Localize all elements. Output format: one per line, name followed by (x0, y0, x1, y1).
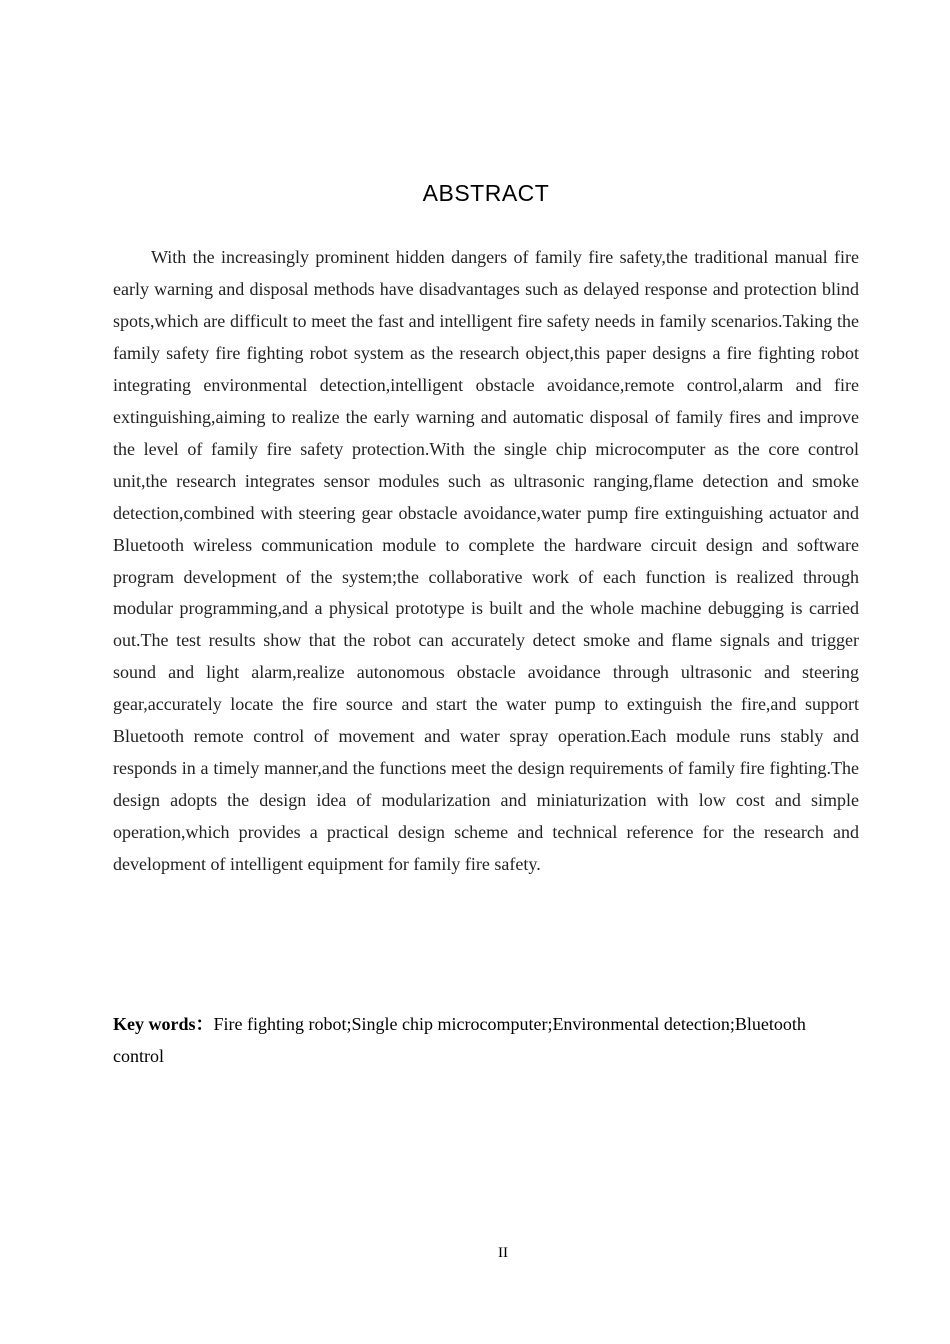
page-number: II (498, 1245, 508, 1261)
keywords-text: Fire fighting robot;Single chip microcomputer;Environmental detection;Bluetooth control (113, 1014, 806, 1066)
abstract-body: With the increasingly prominent hidden dangers of family fire safety,the traditional manual fire early warning and disposal methods have disadvantages such as delayed response and protection blind spots,which are difficult to meet the fast and intelligent fire safety needs in family scenarios.Taking the family safety fire fighting robot system as the research object,this paper designs a fire fighting robot integrating environmental detection,intelligent obstacle avoidance,remote control,alarm and fire extinguishing,aiming to realize the early warning and automatic disposal of family fires and improve the level of family fire safety protection.With the single chip microcomputer as the core control unit,the research integrates sensor modules such as ultrasonic ranging,flame detection and smoke detection,combined with steering gear obstacle avoidance,water pump fire extinguishing actuator and Bluetooth wireless communication module to complete the hardware circuit design and software program development of the system;the collaborative work of each function is realized through modular programming,and a physical prototype is built and the whole machine debugging is carried out.The test results show that the robot can accurately detect smoke and flame signals and trigger sound and light alarm,realize autonomous obstacle avoidance through ultrasonic and steering gear,accurately locate the fire source and start the water pump to extinguish the fire,and support Bluetooth remote control of movement and water spray operation.Each module runs stably and responds in a timely manner,and the functions meet the design requirements of family fire fighting.The design adopts the design idea of modularization and miniaturization with low cost and simple operation,which provides a practical design scheme and technical reference for the research and development of intelligent equipment for family fire safety. (113, 247, 859, 875)
keywords-label: Key words： (113, 1014, 214, 1034)
abstract-title: ABSTRACT (422, 180, 550, 206)
keywords-paragraph (113, 1008, 859, 1072)
